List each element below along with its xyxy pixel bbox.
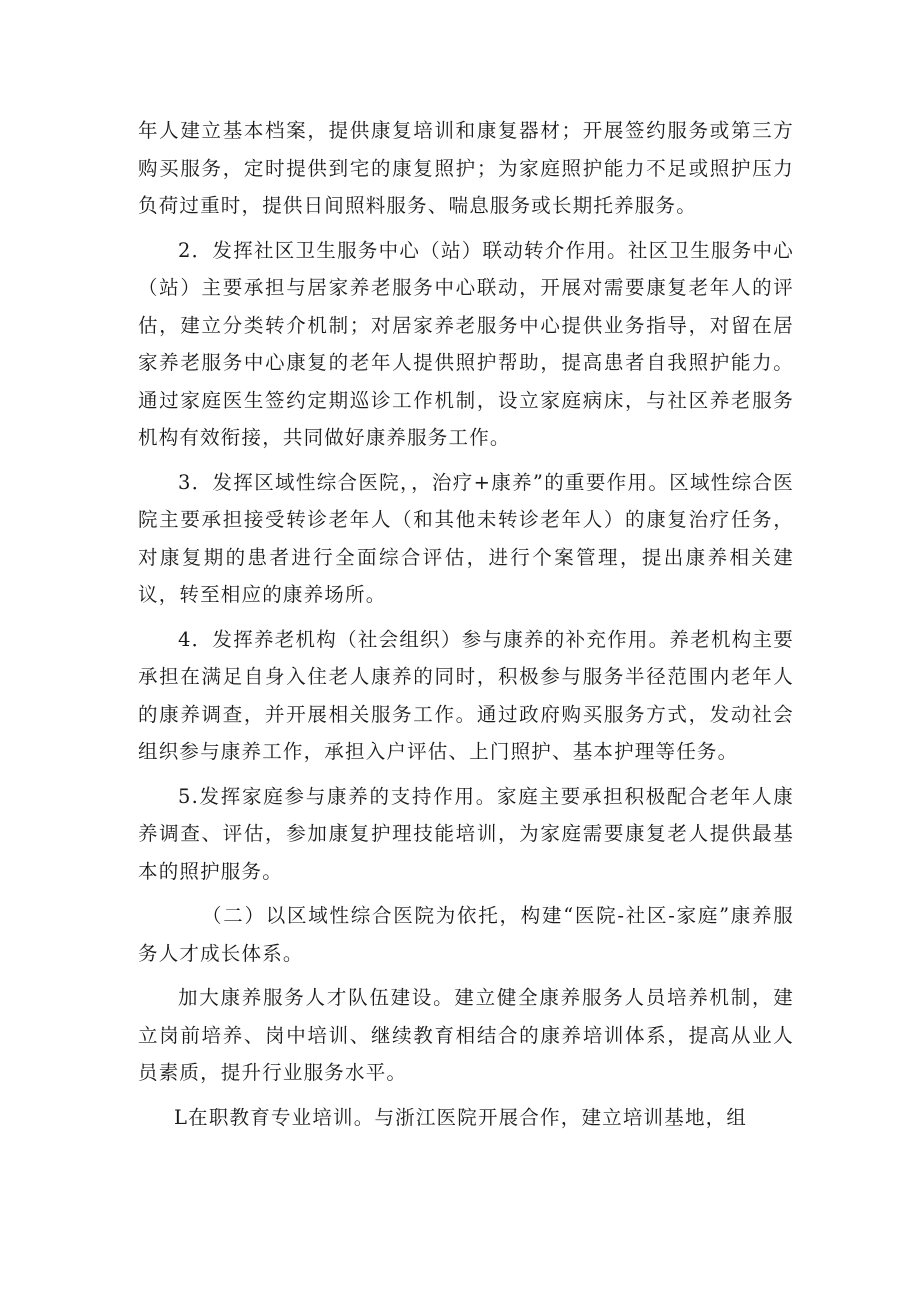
paragraph-item-l: L在职教育专业培训。与浙江医院开展合作，建立培训基地，组 — [174, 1105, 748, 1129]
paragraph-item-2: 2．发挥社区卫生服务中心（站）联动转介作用。社区卫生服务中心（站）主要承担与居家养老服务中心联动，开展对需要康复老年人的评估，建立分类转介机制；对居家养老服务中心提供业务指导，对留在居家养老服务中心康复的老年人提供照护帮助，提高患者自我照护能力。通过家庭医生签约定期巡诊工作机制，设立家庭病床，与社区养老服务机构有效衔接，共同做好康养服务工作。 — [138, 238, 794, 449]
paragraph-item-3: 3．发挥区域性综合医院，，治疗+康养”的重要作用。区域性综合医院主要承担接受转诊老年人（和其他未转诊老年人）的康复治疗任务，对康复期的患者进行全面综合评估，进行个案管理，提出康养相关建议，转至相应的康养场所。 — [138, 470, 794, 606]
document-body — [138, 112, 794, 1143]
paragraph-talent: 加大康养服务人才队伍建设。建立健全康养服务人员培养机制，建立岗前培养、岗中培训、继续教育相结合的康养培训体系，提高从业人员素质，提升行业服务水平。 — [138, 986, 794, 1084]
paragraph-item-4: 4．发挥养老机构（社会组织）参与康养的补充作用。养老机构主要承担在满足自身入住老人康养的同时，积极参与服务半径范围内老年人的康养调查，并开展相关服务工作。通过政府购买服务方式，发动社会组织参与康养工作，承担入户评估、上门照护、基本护理等任务。 — [138, 627, 794, 763]
paragraph-item-5: 5.发挥家庭参与康养的支持作用。家庭主要承担积极配合老年人康养调查、评估，参加康复护理技能培训，为家庭需要康复老人提供最基本的照护服务。 — [138, 784, 794, 883]
paragraph-continuation: 年人建立基本档案，提供康复培训和康复器材；开展签约服务或第三方购买服务，定时提供到宅的康复照护；为家庭照护能力不足或照护压力负荷过重时，提供日间照料服务、喘息服务或长期托养服务。 — [138, 119, 794, 217]
section-heading-2: （二）以区域性综合医院为依托，构建“医院-社区-家庭”康养服务人才成长体系。 — [138, 904, 794, 965]
